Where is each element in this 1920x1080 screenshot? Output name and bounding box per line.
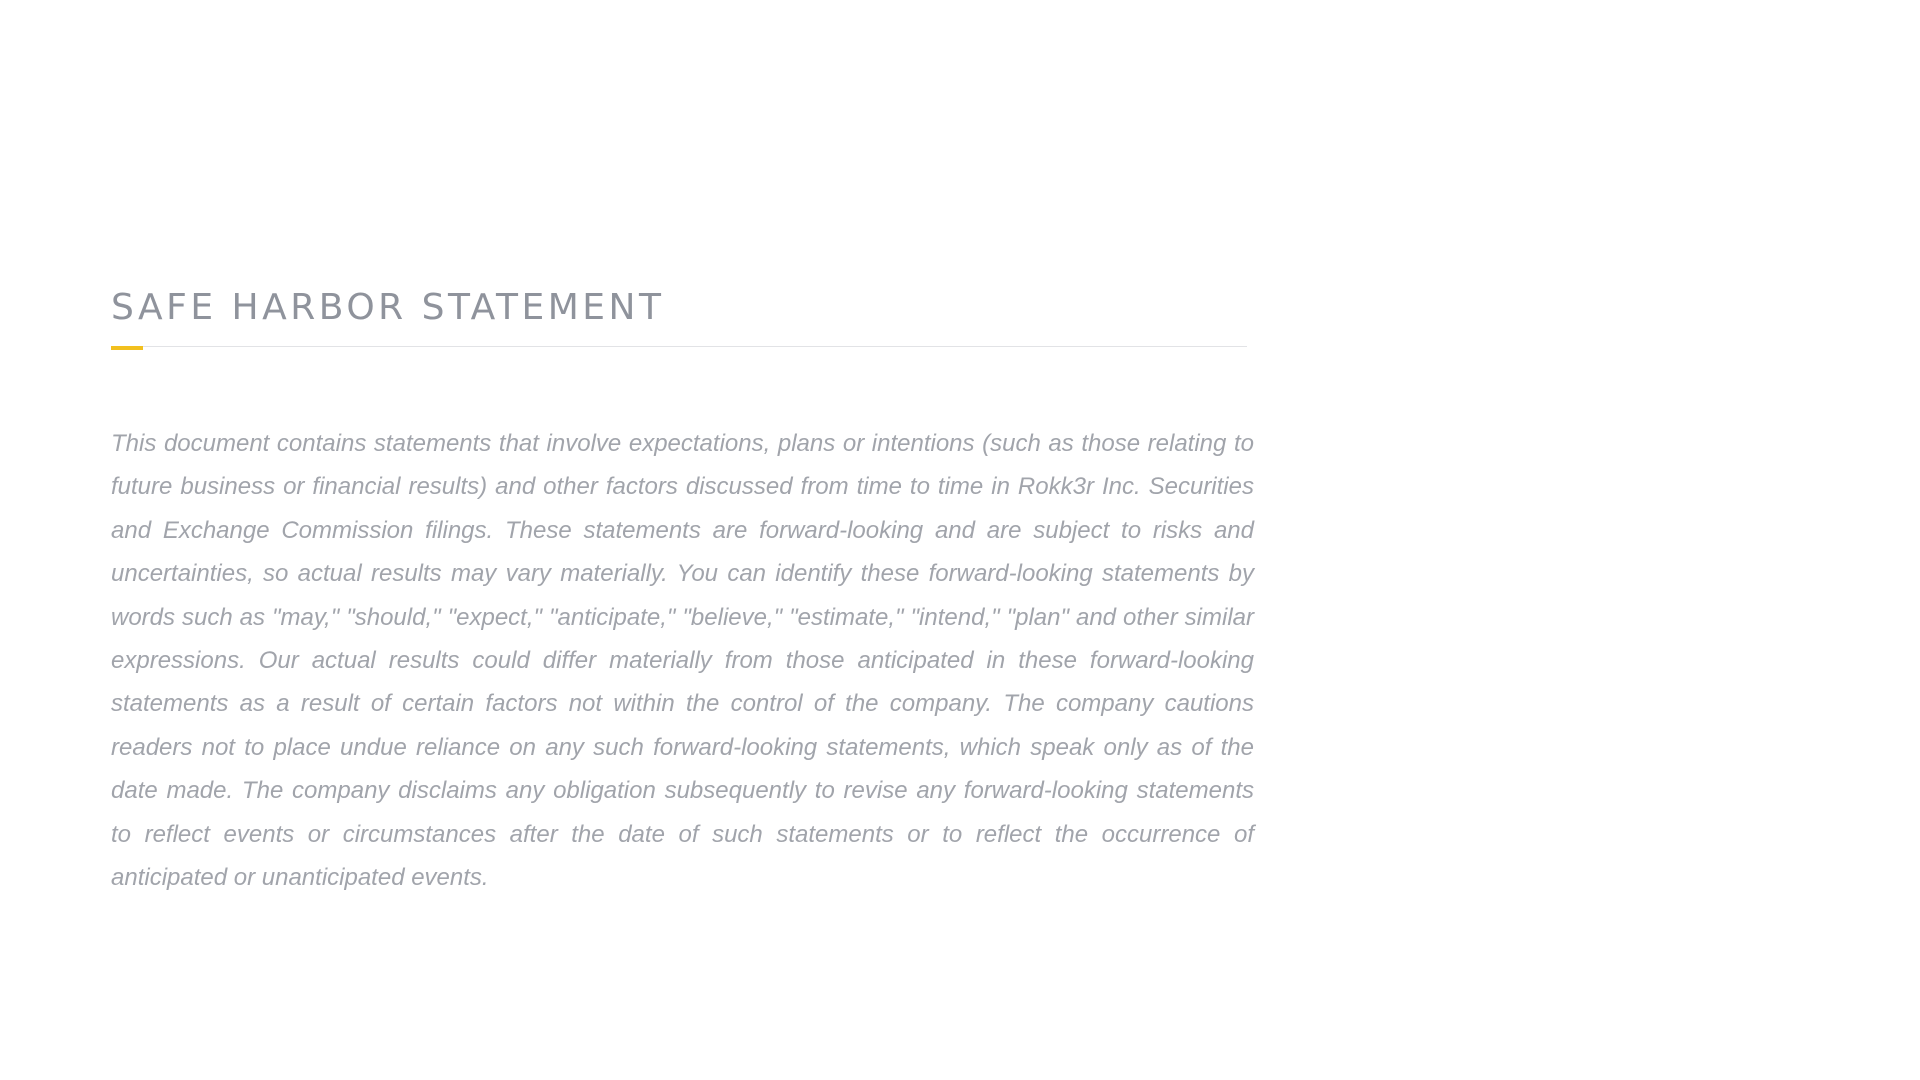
page-title: SAFE HARBOR STATEMENT xyxy=(111,287,665,328)
safe-harbor-paragraph: This document contains statements that involve expectations, plans or intentions (such as those relating to future business or financial results) and other factors discussed from time to time in Rokk3r Inc. Securities and Exchange Commission filings. These statements are forward-looking and are subject to risks and uncertainties, so actual results may vary materially. You can identify these forward-looking statements by words such as "may," "should," "expect," "anticipate," "believe," "estimate," "intend," "plan" and other similar expressions. Our actual results could differ materially from those anticipated in these forward-looking statements as a result of certain factors not within the control of the company. The company cautions readers not to place undue reliance on any such forward-looking statements, which speak only as of the date made. The company disclaims any obligation subsequently to revise any forward-looking statements to reflect events or circumstances after the date of such statements or to reflect the occurrence of anticipated or unanticipated events. xyxy=(111,430,1254,892)
title-accent-bar xyxy=(111,346,143,350)
title-divider xyxy=(111,346,1247,347)
